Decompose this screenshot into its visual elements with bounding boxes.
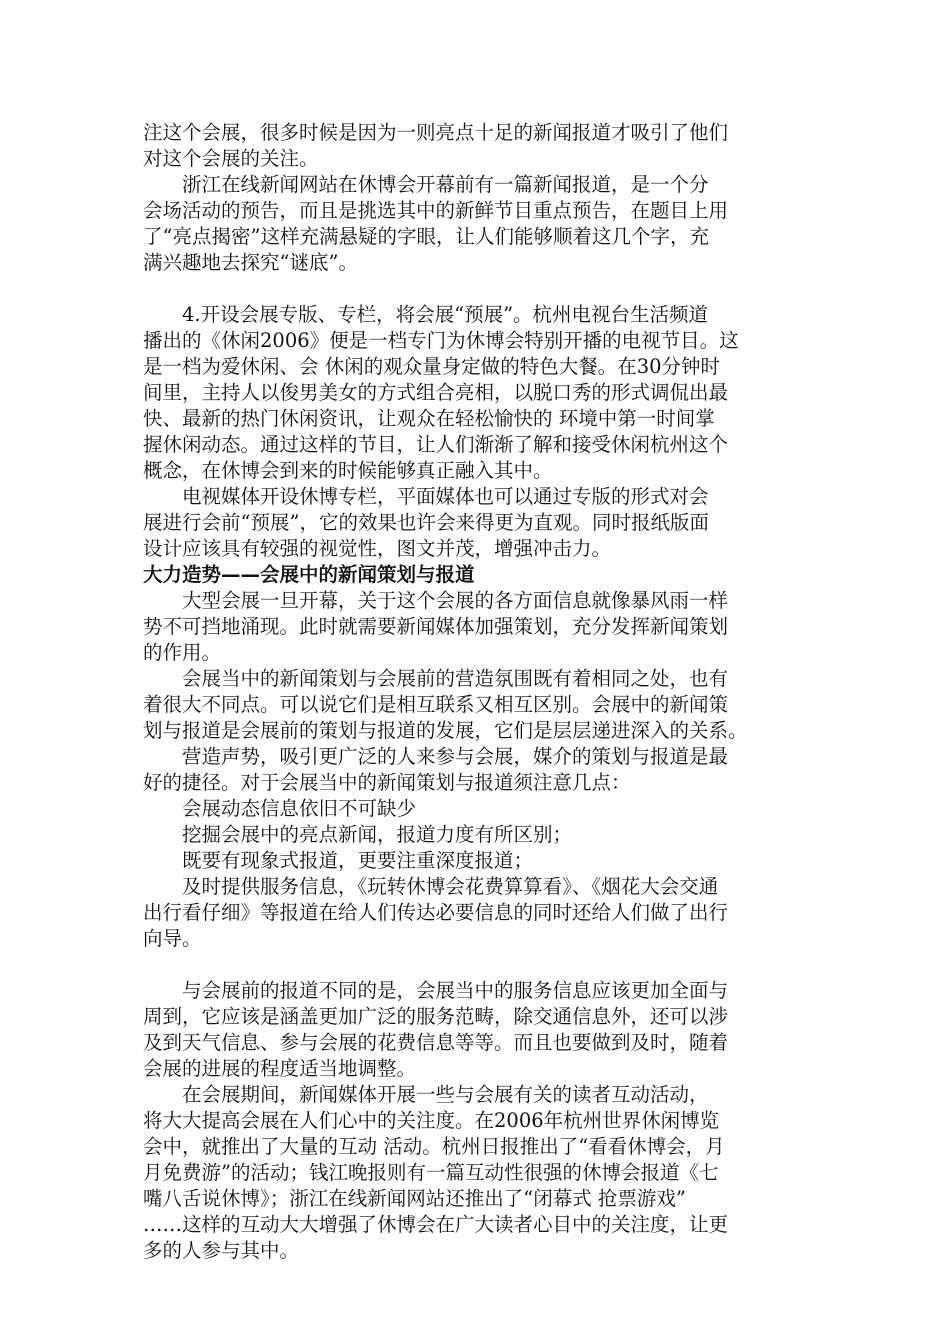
- text-line: 会展当中的新闻策划与会展前的营造氛围既有着相同之处，也有: [143, 667, 729, 690]
- text-line: 握休闲动态。通过这样的节目，让人们渐渐了解和接受休闲杭州这个: [143, 433, 729, 456]
- text-line: 注这个会展，很多时候是因为一则亮点十足的新闻报道才吸引了他们: [143, 121, 729, 144]
- text-line: 是一档为爱休闲、会 休闲的观众量身定做的特色大餐。在30分钟时: [143, 355, 721, 378]
- paragraph-3: [143, 302, 811, 484]
- paragraph-7: [143, 744, 811, 796]
- text-line: 会中，就推出了大量的互动 活动。杭州日报推出了“看看休博会，月: [143, 1135, 725, 1158]
- text-line: 对这个会展的关注。: [143, 147, 319, 170]
- text-line: 间里，主持人以俊男美女的方式组合亮相，以脱口秀的形式调侃出最: [143, 381, 729, 404]
- text-line: 挖掘会展中的亮点新闻，报道力度有所区别；: [143, 823, 573, 846]
- text-line: 会场活动的预告，而且是挑选其中的新鲜节目重点预告，在题目上用: [143, 199, 729, 222]
- blank-line: [143, 952, 811, 978]
- text-line: 划与报道是会展前的策划与报道的发展，它们是层层递进深入的关系。: [143, 719, 748, 742]
- text-line: 势不可挡地涌现。此时就需要新闻媒体加强策划，充分发挥新闻策划: [143, 615, 729, 638]
- list-item: [143, 848, 811, 874]
- text-line: 将大大提高会展在人们心中的关注度。在2006年杭州世界休闲博览: [143, 1109, 720, 1132]
- text-line: 及时提供服务信息，《玩转休博会花费算算看》、《烟花大会交通: [143, 875, 719, 898]
- text-line: 4.开设会展专版、专栏，将会展“预展”。杭州电视台生活频道: [143, 303, 709, 326]
- paragraph-5: [143, 588, 811, 666]
- text-line: 设计应该具有较强的视觉性，图文并茂，增强冲击力。: [143, 537, 612, 560]
- text-line: 满兴趣地去探究“谜底”。: [143, 251, 358, 274]
- text-line: 展进行会前“预展”，它的效果也许会来得更为直观。同时报纸版面: [143, 511, 709, 534]
- text-line: 概念，在休博会到来的时候能够真正融入其中。: [143, 459, 553, 482]
- paragraph-2: [143, 172, 811, 276]
- text-line: 好的捷径。对于会展当中的新闻策划与报道须注意几点：: [143, 771, 631, 794]
- text-line: 浙江在线新闻网站在休博会开幕前有一篇新闻报道，是一个分: [143, 173, 709, 196]
- list-item: [143, 822, 811, 848]
- text-line: 会展动态信息依旧不可缺少: [143, 797, 417, 820]
- text-line: 了“亮点揭密”这样充满悬疑的字眼，让人们能够顺着这几个字，充: [143, 225, 709, 248]
- text-line: ……这样的互动大大增强了休博会在广大读者心目中的关注度，让更: [143, 1213, 729, 1236]
- text-line: 多的人参与其中。: [143, 1239, 300, 1262]
- paragraph-4: [143, 484, 811, 562]
- text-line: 嘴八舌说休博》；浙江在线新闻网站还推出了“闭幕式 抢票游戏”: [143, 1187, 686, 1210]
- text-line: 与会展前的报道不同的是，会展当中的服务信息应该更加全面与: [143, 979, 729, 1002]
- text-line: 出行看仔细》等报道在给人们传达必要信息的同时还给人们做了出行: [143, 901, 729, 924]
- text-line: 及到天气信息、参与会展的花费信息等等。而且也要做到及时，随着: [143, 1031, 729, 1054]
- paragraph-6: [143, 666, 811, 744]
- document-body: [143, 120, 811, 1264]
- paragraph-10: [143, 1082, 811, 1264]
- text-line: 快、最新的热门休闲资讯，让观众在轻松愉快的 环境中第一时间掌: [143, 407, 715, 430]
- section-heading: 大力造势——会展中的新闻策划与报道: [143, 563, 475, 586]
- paragraph-1: [143, 120, 811, 172]
- paragraph-8: [143, 874, 811, 952]
- list-item: [143, 796, 811, 822]
- blank-line: [143, 276, 811, 302]
- text-line: 会展的进展的程度适当地调整。: [143, 1057, 417, 1080]
- text-line: 电视媒体开设休博专栏，平面媒体也可以通过专版的形式对会: [143, 485, 709, 508]
- text-line: 播出的《休闲2006》便是一档专门为休博会特别开播的电视节目。这: [143, 329, 739, 352]
- text-line: 月免费游”的活动；钱江晚报则有一篇互动性很强的休博会报道《七: [143, 1161, 719, 1184]
- text-line: 周到，它应该是涵盖更加广泛的服务范畴，除交通信息外，还可以涉: [143, 1005, 729, 1028]
- paragraph-9: [143, 978, 811, 1082]
- text-line: 在会展期间，新闻媒体开展一些与会展有关的读者互动活动，: [143, 1083, 709, 1106]
- text-line: 既要有现象式报道，更要注重深度报道；: [143, 849, 534, 872]
- text-line: 着很大不同点。可以说它们是相互联系又相互区别。会展中的新闻策: [143, 693, 729, 716]
- text-line: 的作用。: [143, 641, 222, 664]
- text-line: 大型会展一旦开幕，关于这个会展的各方面信息就像暴风雨一样: [143, 589, 729, 612]
- text-line: 营造声势，吸引更广泛的人来参与会展，媒介的策划与报道是最: [143, 745, 729, 768]
- text-line: 向导。: [143, 927, 202, 950]
